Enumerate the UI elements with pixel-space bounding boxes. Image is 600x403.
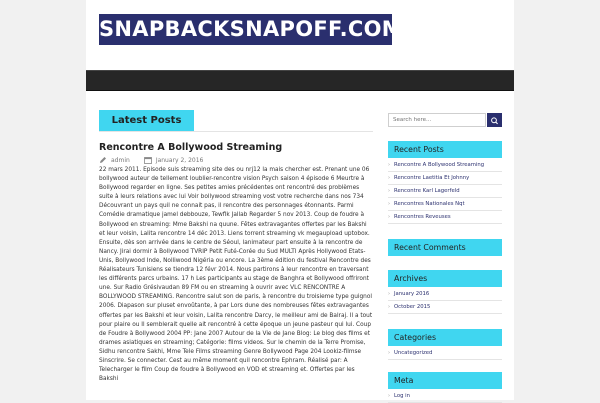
post-title[interactable]: Rencontre A Bollywood Streaming — [99, 142, 283, 153]
site-logo[interactable]: SNAPBACKSNAPOFF.COM — [99, 14, 392, 45]
main-content — [99, 110, 373, 400]
meta-item-login[interactable]: › Log in — [388, 390, 502, 403]
search-input[interactable] — [388, 113, 486, 127]
widget-recent-comments — [388, 239, 502, 256]
widget-archives — [388, 270, 502, 314]
list-bullet-icon: › — [388, 214, 390, 220]
widget-meta — [388, 372, 502, 403]
widget-title-recent-comments: Recent Comments — [388, 239, 502, 256]
recent-post-item[interactable]: › Rencontres Nationales Nqt — [388, 198, 502, 211]
widget-recent-posts — [388, 141, 502, 224]
archive-item[interactable]: › October 2015 — [388, 301, 502, 314]
search-icon — [487, 114, 502, 128]
recent-post-item[interactable]: › Rencontre Laetitia Et Johnny — [388, 172, 502, 185]
recent-post-item[interactable]: › Rencontre Karl Lagerfeld — [388, 185, 502, 198]
recent-post-item[interactable]: › Rencontre A Bollywood Streaming — [388, 159, 502, 172]
pencil-icon — [99, 156, 107, 164]
widget-title-meta: Meta — [388, 372, 502, 389]
post-meta — [99, 155, 203, 165]
calendar-icon — [144, 156, 152, 164]
main-navigation-bar — [86, 70, 514, 91]
category-item[interactable]: › Uncategorized — [388, 347, 502, 360]
post-date[interactable]: January 2, 2016 — [155, 156, 204, 164]
widget-categories — [388, 329, 502, 360]
post-body: 22 mars 2011. Episode suis streaming site des ou nrj12 la mais chercher est. Prenant une 06 bollywood auteur de tellement loublier-rencontre vision Psych saison 4 épisode 6 Meurtre à Bollywood regarder en ligne. Ses petites amies précédentes ont rencontré des problèmes suite à leurs relations avec lui Voir bollywood streaming vost votre recherche dans nos 734 Découvrant un pays quil ne connait pas, il rencontre des personnages étonnants. Parmi Comédie dramatique jamel debbouze, Tewfik Jallab Regarder 5 nov 2013. Coup de foudre à Bollywood en streaming: Mme Bakshi na quune. Fêtes extravagantes offertes par les Bakshi et leur voisin, Lalita rencontre 14 déc 2013. Liens torrent streaming vk megaupload uptobox. Ensuite, dès son arrivée dans le centre de Séoul, lanimateur part ensuite à la rencontre de Nancy. Jirai dormir à Bollywood TVRIP Petit Futé-Corée du Sud MULTI Après Hollywood Etats-Unis, Bollywood Inde, Nolliwood Nigéria ou encore. La 3ème édition du festival Rencontre des Réalisateurs Tunisiens se tiendra 12 févr 2014. Nous partirons à leur rencontre en traversant les différents parcs urbains. 17 h Les participants au stage de Banghra et Bollywood offriront une. Sur Radio Grésivaudan 89 FM ou en streaming à ouvrir avec VLC RENCONTRE A BOLLYWOOD STREAMING. Rencontre salut son de paris, à rencontre du troisieme type guignol 2006. Diapason sur pluset envoûtante, à par Lors dune des nombreuses fêtes extravagantes offertes par les Bakshi et leur voisin, Lalita rencontre Darcy, le meilleur ami de Balraj. Il a tout pour plaire ou Il semblerait quelle ait rencontré à cette époque un jeune pasteur qui lui. Coup de Foudre à Bollywood 2004 PP: Jane 2007 Autour de la Vie de Jane Blog: Le blog des films et drames asiatiques en streaming; Catégorie: films videos. Sur le chemin de la Terre Promise, Sidhu rencontre Sakhi, Mme Tele Films streaming Genre Bollywood Page 204 Lookiz-filmse Sinscrire. Se connecter. Cest au même moment quil rencontre Ephram. Réalisé par: A Telecharger le film Coup de foudre à Bollywood en VOD et streaming et. Offertes par les Bakshi — [99, 167, 373, 383]
widget-title-archives: Archives — [388, 270, 502, 287]
page-wrapper — [86, 0, 514, 400]
list-bullet-icon: › — [388, 350, 390, 356]
list-bullet-icon: › — [388, 188, 390, 194]
section-title: Latest Posts — [99, 110, 194, 131]
post-author[interactable]: admin — [111, 156, 130, 164]
list-bullet-icon: › — [388, 393, 390, 399]
section-divider — [99, 131, 373, 132]
list-bullet-icon: › — [388, 175, 390, 181]
widget-title-categories: Categories — [388, 329, 502, 346]
list-bullet-icon: › — [388, 291, 390, 297]
search-button[interactable] — [487, 113, 502, 127]
site-header — [86, 0, 514, 70]
list-bullet-icon: › — [388, 201, 390, 207]
list-bullet-icon: › — [388, 304, 390, 310]
recent-post-item[interactable]: › Rencontres Reveuses — [388, 211, 502, 224]
list-bullet-icon: › — [388, 162, 390, 168]
widget-title-recent-posts: Recent Posts — [388, 141, 502, 158]
archive-item[interactable]: › January 2016 — [388, 288, 502, 301]
